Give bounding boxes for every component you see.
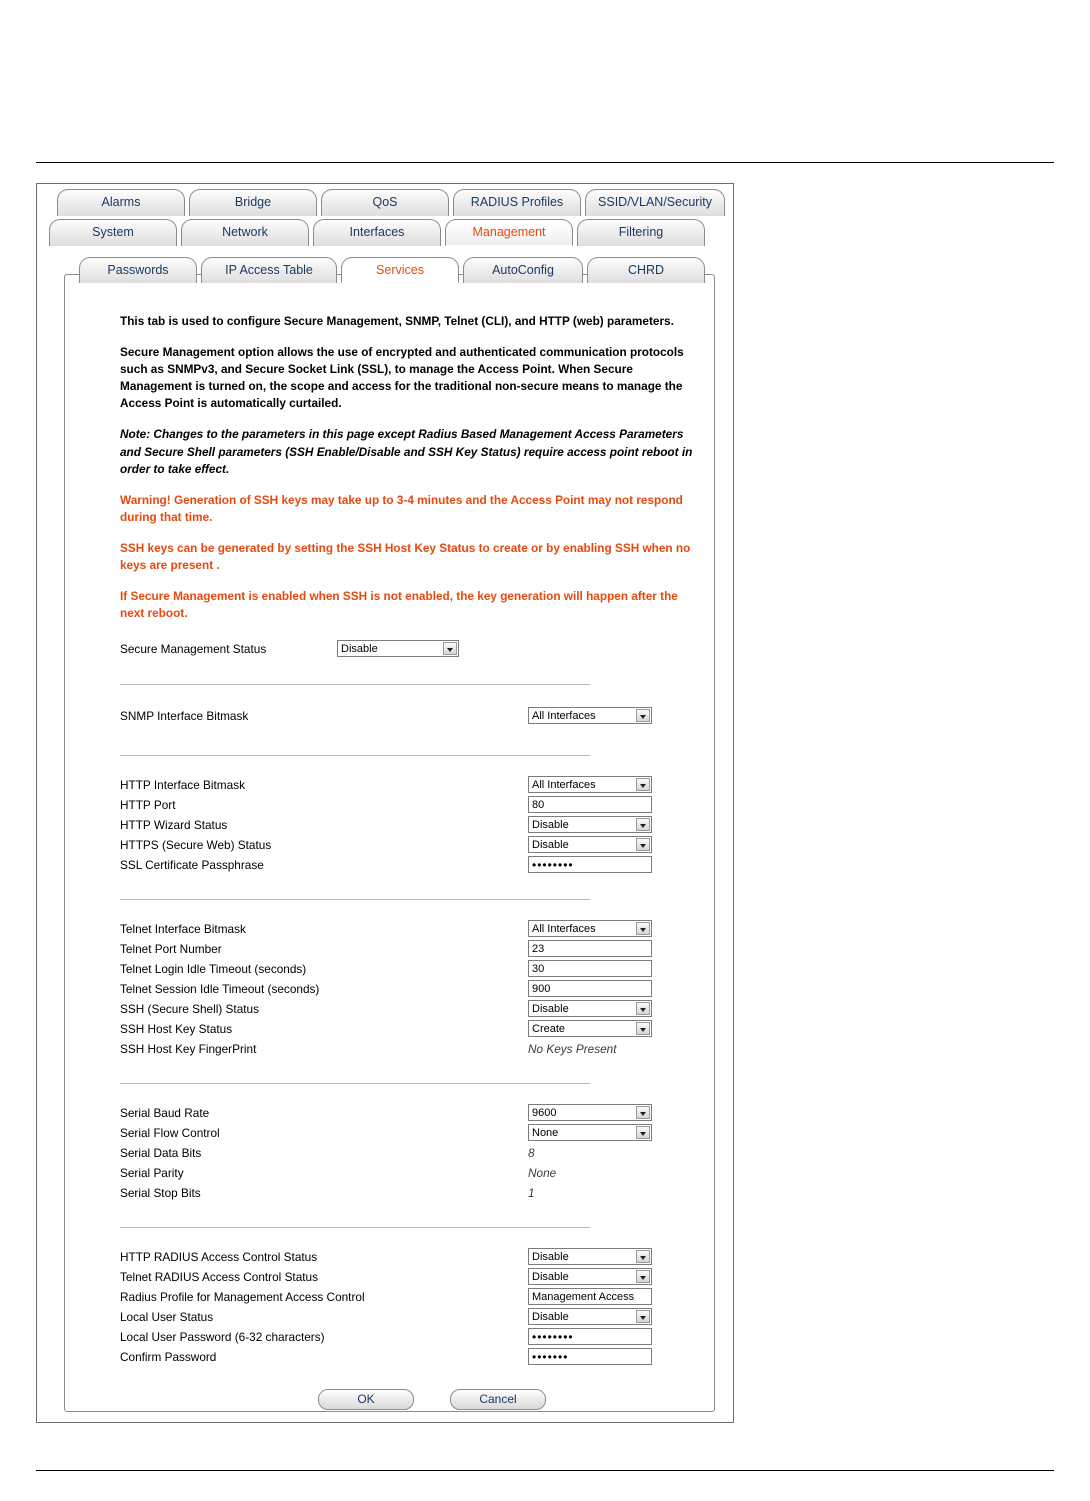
label-serial-parity: Serial Parity: [120, 1166, 184, 1181]
input-local-user-password-value: ••••••••: [532, 1330, 574, 1345]
select-http-interface-bitmask[interactable]: [528, 776, 652, 793]
input-telnet-session-idle-timeout-value: 900: [532, 983, 551, 996]
select-ssh-status[interactable]: [528, 1000, 652, 1017]
label-serial-flow-control: Serial Flow Control: [120, 1126, 220, 1141]
input-telnet-login-idle-timeout[interactable]: [528, 960, 652, 977]
chevron-down-icon[interactable]: [636, 709, 650, 722]
select-http-wizard-status-value: Disable: [532, 819, 569, 832]
select-telnet-interface-bitmask[interactable]: [528, 920, 652, 937]
tab-radius-profiles-label: RADIUS Profiles: [470, 195, 564, 209]
divider-3: [120, 899, 590, 900]
row-ssh-status: [120, 1000, 700, 1019]
select-http-radius-access-control-status[interactable]: [528, 1248, 652, 1265]
row-https-status: [120, 836, 700, 855]
subtab-passwords[interactable]: [79, 257, 197, 283]
tab-filtering-label: Filtering: [618, 225, 664, 239]
tab-management-label: Management: [472, 225, 546, 239]
subtab-services-label: Services: [376, 263, 424, 277]
select-ssh-host-key-status-value: Create: [532, 1023, 566, 1036]
divider-4: [120, 1083, 590, 1084]
tab-system-label: System: [92, 225, 134, 239]
row-telnet-session-idle-timeout: [120, 980, 700, 999]
chevron-down-icon[interactable]: [636, 922, 650, 935]
select-https-status-value: Disable: [532, 839, 569, 852]
chevron-down-icon[interactable]: [636, 1002, 650, 1015]
outer-tab-row-2: [37, 219, 733, 248]
label-http-radius-access-control-status: HTTP RADIUS Access Control Status: [120, 1250, 318, 1265]
label-telnet-radius-access-control-status: Telnet RADIUS Access Control Status: [120, 1270, 319, 1285]
button-bar: [120, 1389, 700, 1415]
select-local-user-status[interactable]: [528, 1308, 652, 1325]
subtab-passwords-label: Passwords: [107, 263, 169, 277]
ok-button[interactable]: [318, 1389, 414, 1410]
warning-paragraph-2: SSH keys can be generated by setting the SSH Host Key Status to create or by enabling SSH when no keys are present .: [120, 540, 691, 573]
row-telnet-interface-bitmask: [120, 920, 700, 939]
chevron-down-icon[interactable]: [443, 642, 457, 655]
row-confirm-password: [120, 1348, 700, 1367]
row-local-user-password: [120, 1328, 700, 1347]
value-serial-data-bits: 8: [528, 1146, 535, 1161]
label-snmp-interface-bitmask: SNMP Interface Bitmask: [120, 709, 249, 724]
row-telnet-port-number: [120, 940, 700, 959]
select-http-interface-bitmask-value: All Interfaces: [532, 779, 596, 792]
input-radius-profile-management-value: Management Access: [532, 1291, 635, 1304]
select-secure-management-status[interactable]: [337, 640, 459, 657]
subtab-autoconfig-label: AutoConfig: [492, 263, 554, 277]
divider-5: [120, 1227, 590, 1228]
ok-button-label: OK: [357, 1392, 375, 1407]
tab-qos-label: QoS: [372, 195, 398, 209]
input-http-port-value: 80: [532, 799, 545, 812]
tab-radius-profiles[interactable]: [453, 189, 581, 216]
select-telnet-radius-access-control-status[interactable]: [528, 1268, 652, 1285]
page-top-rule: [36, 162, 1054, 163]
subtab-ip-access-table[interactable]: [201, 257, 337, 283]
intro-paragraph-1: This tab is used to configure Secure Management, SNMP, Telnet (CLI), and HTTP (web) parameters.: [120, 314, 674, 328]
row-serial-flow-control: [120, 1124, 700, 1143]
label-serial-stop-bits: Serial Stop Bits: [120, 1186, 201, 1201]
row-serial-parity: [120, 1164, 700, 1183]
row-telnet-login-idle-timeout: [120, 960, 700, 979]
select-ssh-host-key-status[interactable]: [528, 1020, 652, 1037]
input-confirm-password-value: •••••••: [532, 1350, 569, 1365]
value-ssh-host-key-fingerprint: No Keys Present: [528, 1042, 617, 1057]
label-telnet-port-number: Telnet Port Number: [120, 942, 222, 957]
label-http-wizard-status: HTTP Wizard Status: [120, 818, 228, 833]
input-ssl-certificate-passphrase-value: ••••••••: [532, 858, 574, 873]
chevron-down-icon[interactable]: [636, 1106, 650, 1119]
input-http-port[interactable]: [528, 796, 652, 813]
chevron-down-icon[interactable]: [636, 778, 650, 791]
cancel-button[interactable]: [450, 1389, 546, 1410]
label-telnet-session-idle-timeout: Telnet Session Idle Timeout (seconds): [120, 982, 320, 997]
divider-1: [120, 684, 590, 685]
config-window: [36, 183, 734, 1423]
services-panel: [64, 263, 715, 1412]
chevron-down-icon[interactable]: [636, 1126, 650, 1139]
tab-management[interactable]: [445, 219, 573, 246]
cancel-button-label: Cancel: [479, 1392, 517, 1407]
label-ssh-status: SSH (Secure Shell) Status: [120, 1002, 259, 1017]
chevron-down-icon[interactable]: [636, 818, 650, 831]
tab-system[interactable]: [49, 219, 177, 246]
chevron-down-icon[interactable]: [636, 1022, 650, 1035]
row-ssl-certificate-passphrase: [120, 856, 700, 875]
subtab-services[interactable]: [341, 257, 459, 283]
outer-tab-row-1: [37, 189, 733, 218]
warning-paragraph-1: Warning! Generation of SSH keys may take up to 3-4 minutes and the Access Point may not respond during that time.: [120, 492, 683, 524]
select-serial-flow-control-value: None: [532, 1127, 559, 1140]
row-ssh-host-key-fingerprint: [120, 1040, 700, 1059]
select-http-wizard-status[interactable]: [528, 816, 652, 833]
label-ssl-certificate-passphrase: SSL Certificate Passphrase: [120, 858, 264, 873]
subtab-chrd[interactable]: [587, 257, 705, 283]
inner-tab-row: [65, 257, 714, 285]
input-telnet-port-number[interactable]: [528, 940, 652, 957]
row-serial-data-bits: [120, 1144, 700, 1163]
warning-paragraph-3: If Secure Management is enabled when SSH is not enabled, the key generation will happen after the next reboot.: [120, 589, 678, 621]
select-serial-baud-rate-value: 9600: [532, 1107, 557, 1120]
page-bottom-rule: [36, 1470, 1054, 1471]
row-http-wizard-status: [120, 816, 700, 835]
select-ssh-status-value: Disable: [532, 1003, 569, 1016]
subtab-ip-access-table-label: IP Access Table: [225, 263, 313, 277]
label-secure-management-status: Secure Management Status: [120, 642, 267, 657]
subtab-autoconfig[interactable]: [463, 257, 583, 283]
select-snmp-interface-bitmask-value: All Interfaces: [532, 710, 596, 723]
label-serial-data-bits: Serial Data Bits: [120, 1146, 202, 1161]
chevron-down-icon[interactable]: [636, 838, 650, 851]
note-paragraph: Note: Changes to the parameters in this page except Radius Based Management Access Parameters and Secure Shell parameters (SSH Enable/Disable and SSH Key Status) require access point reboot in order to take effect.: [120, 427, 693, 476]
row-serial-stop-bits: [120, 1184, 700, 1203]
select-local-user-status-value: Disable: [532, 1311, 569, 1324]
divider-2: [120, 755, 590, 756]
input-ssl-certificate-passphrase[interactable]: [528, 856, 652, 873]
input-telnet-login-idle-timeout-value: 30: [532, 963, 545, 976]
row-http-port: [120, 796, 700, 815]
services-content: [65, 303, 714, 1411]
select-serial-flow-control[interactable]: [528, 1124, 652, 1141]
value-serial-stop-bits: 1: [528, 1186, 535, 1201]
row-radius-profile-management: [120, 1288, 700, 1307]
input-local-user-password[interactable]: [528, 1328, 652, 1345]
label-http-port: HTTP Port: [120, 798, 176, 813]
select-secure-management-status-value: Disable: [341, 643, 378, 656]
tab-interfaces[interactable]: [313, 219, 441, 246]
tab-network-label: Network: [222, 225, 268, 239]
chevron-down-icon[interactable]: [636, 1270, 650, 1283]
input-radius-profile-management[interactable]: [528, 1288, 652, 1305]
chevron-down-icon[interactable]: [636, 1310, 650, 1323]
chevron-down-icon[interactable]: [636, 1250, 650, 1263]
tab-qos[interactable]: [321, 189, 449, 216]
row-telnet-radius-access-control-status: [120, 1268, 700, 1287]
select-serial-baud-rate[interactable]: [528, 1104, 652, 1121]
tab-alarms-label: Alarms: [101, 195, 141, 209]
row-serial-baud-rate: [120, 1104, 700, 1123]
input-confirm-password[interactable]: [528, 1348, 652, 1365]
row-http-radius-access-control-status: [120, 1248, 700, 1267]
tab-filtering[interactable]: [577, 219, 705, 246]
tab-ssid-vlan-security[interactable]: [585, 189, 725, 216]
label-local-user-status: Local User Status: [120, 1310, 214, 1325]
label-confirm-password: Confirm Password: [120, 1350, 217, 1365]
label-local-user-password: Local User Password (6-32 characters): [120, 1330, 325, 1345]
tab-alarms[interactable]: [57, 189, 185, 216]
select-https-status[interactable]: [528, 836, 652, 853]
label-telnet-login-idle-timeout: Telnet Login Idle Timeout (seconds): [120, 962, 307, 977]
row-ssh-host-key-status: [120, 1020, 700, 1039]
label-telnet-interface-bitmask: Telnet Interface Bitmask: [120, 922, 246, 937]
tab-network[interactable]: [181, 219, 309, 246]
label-serial-baud-rate: Serial Baud Rate: [120, 1106, 210, 1121]
value-serial-parity: None: [528, 1166, 557, 1181]
tab-bridge[interactable]: [189, 189, 317, 216]
label-http-interface-bitmask: HTTP Interface Bitmask: [120, 778, 245, 793]
label-radius-profile-management: Radius Profile for Management Access Control: [120, 1290, 365, 1305]
label-ssh-host-key-fingerprint: SSH Host Key FingerPrint: [120, 1042, 257, 1057]
intro-paragraph-2: Secure Management option allows the use of encrypted and authenticated communication protocols such as SNMPv3, and Secure Socket Link (SSL), to manage the Access Point. When Secure Management is turned on, the scope and access for the traditional non-secure means to manage the Access Point is automatically curtailed.: [120, 345, 684, 411]
label-ssh-host-key-status: SSH Host Key Status: [120, 1022, 233, 1037]
tab-ssid-vlan-security-label: SSID/VLAN/Security: [598, 195, 712, 209]
row-snmp-interface-bitmask: [120, 707, 700, 731]
input-telnet-port-number-value: 23: [532, 943, 545, 956]
row-local-user-status: [120, 1308, 700, 1327]
tab-bridge-label: Bridge: [234, 195, 272, 209]
subtab-chrd-label: CHRD: [627, 263, 665, 277]
tab-interfaces-label: Interfaces: [349, 225, 405, 239]
row-http-interface-bitmask: [120, 776, 700, 795]
select-http-radius-access-control-status-value: Disable: [532, 1251, 569, 1264]
row-secure-management-status: [120, 640, 700, 662]
select-telnet-radius-access-control-status-value: Disable: [532, 1271, 569, 1284]
label-https-status: HTTPS (Secure Web) Status: [120, 838, 272, 853]
input-telnet-session-idle-timeout[interactable]: [528, 980, 652, 997]
select-snmp-interface-bitmask[interactable]: [528, 707, 652, 724]
select-telnet-interface-bitmask-value: All Interfaces: [532, 923, 596, 936]
